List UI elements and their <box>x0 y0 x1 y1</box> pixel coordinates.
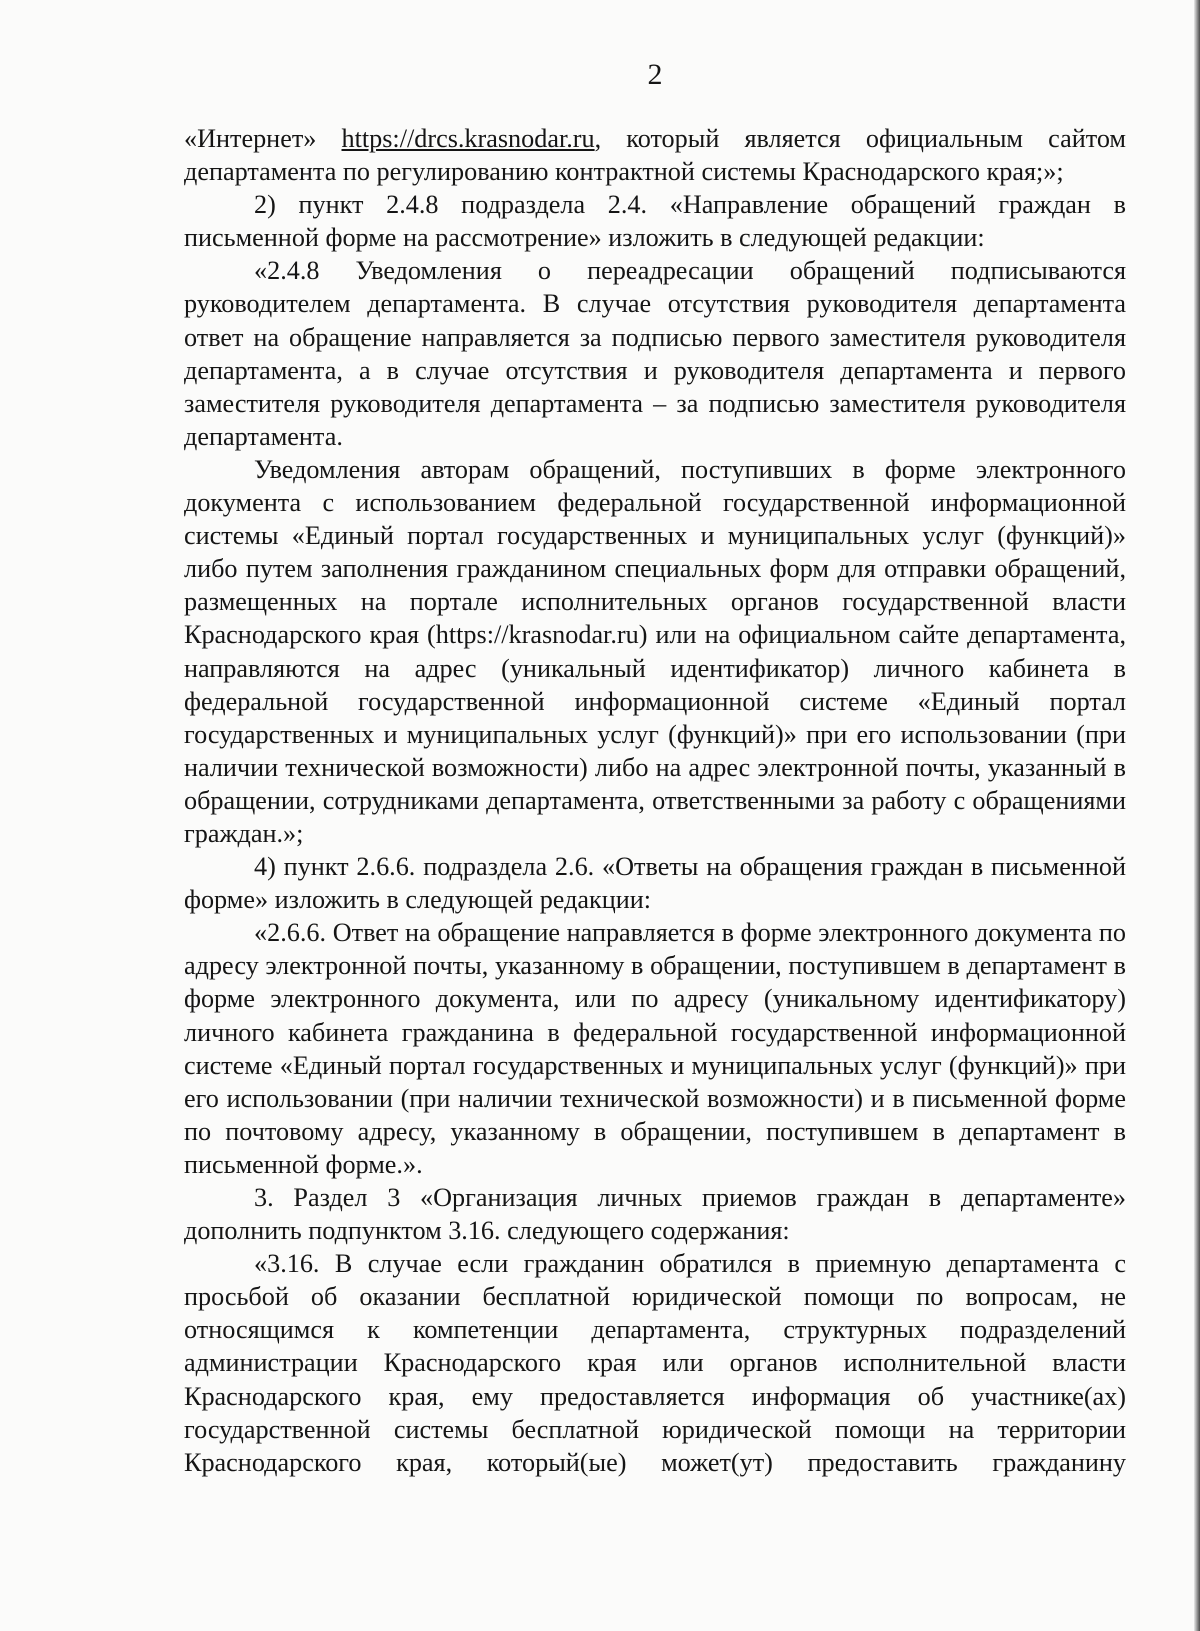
page-number: 2 <box>647 58 663 91</box>
scan-edge <box>1194 0 1200 1631</box>
text-before-link: «Интернет» <box>184 124 342 153</box>
paragraph-item-2: 2) пункт 2.4.8 подраздела 2.4. «Направление обращений граждан в письменной форме на рассмотрение» изложить в следующей редакции: <box>184 190 1126 253</box>
paragraph-item-3: 3. Раздел 3 «Организация личных приемов граждан в департаменте» дополнить подпунктом 3.16. следующего содержания: <box>184 1183 1126 1246</box>
paragraph-notifications: Уведомления авторам обращений, поступивших в форме электронного документа с использованием федеральной государственной информационной системы «Единый портал государственных и муниципальных услуг (функций)» либо путем заполнения гражданином специальных форм для отправки обращений, размещенных на портале исполнительных органов государственной власти Краснодарского края (https://krasnodar.ru) или на официальном сайте департамента, направляются на адрес (уникальный идентификатор) личного кабинета в федеральной государственной информационной системе «Единый портал государственных и муниципальных услуг (функций)» при его использовании (при наличии технической возможности) либо на адрес электронной почты, указанный в обращении, сотрудниками департамента, ответственными за работу с обращениями граждан.»; <box>184 454 1126 848</box>
paragraph-quote-2-4-8: «2.4.8 Уведомления о переадресации обращений подписываются руководителем департамента. В случае отсутствия руководителя департамента ответ на обращение направляется за подписью первого заместителя руководителя департамента, а в случае отсутствия и руководителя департамента и первого заместителя руководителя департамента – за подписью заместителя руководителя департамента. <box>184 256 1126 451</box>
paragraph-quote-3-16: «3.16. В случае если гражданин обратился в приемную департамента с просьбой об оказании бесплатной юридической помощи по вопросам, не относящимся к компетенции департамента, структурных подразделений администрации Краснодарского края или органов исполнительной власти Краснодарского края, ему предоставляется информация об участнике(ах) государственной системы бесплатной юридической помощи на территории Краснодарского края, который(ые) может(ут) предоставить гражданину <box>184 1249 1126 1477</box>
text-after-link: , который является официальным сайтом департамента по регулированию контрактной системы Краснодарского края;»; <box>184 124 1126 187</box>
document-body <box>184 122 1126 1479</box>
paragraph-item-4: 4) пункт 2.6.6. подраздела 2.6. «Ответы на обращения граждан в письменной форме» изложить в следующей редакции: <box>184 852 1126 915</box>
website-link[interactable]: https://drcs.krasnodar.ru <box>341 124 595 153</box>
paragraph-quote-2-6-6: «2.6.6. Ответ на обращение направляется в форме электронного документа по адресу электронной почты, указанному в обращении, поступившем в департамент в форме электронного документа, или по адресу (уникальному идентификатору) личного кабинета гражданина в федеральной государственной информационной системе «Единый портал государственных и муниципальных услуг (функций)» при его использовании (при наличии технической возможности) и в письменной форме по почтовому адресу, указанному в обращении, поступившем в департамент в письменной форме.». <box>184 918 1126 1179</box>
paragraph-continuation <box>184 122 1126 188</box>
